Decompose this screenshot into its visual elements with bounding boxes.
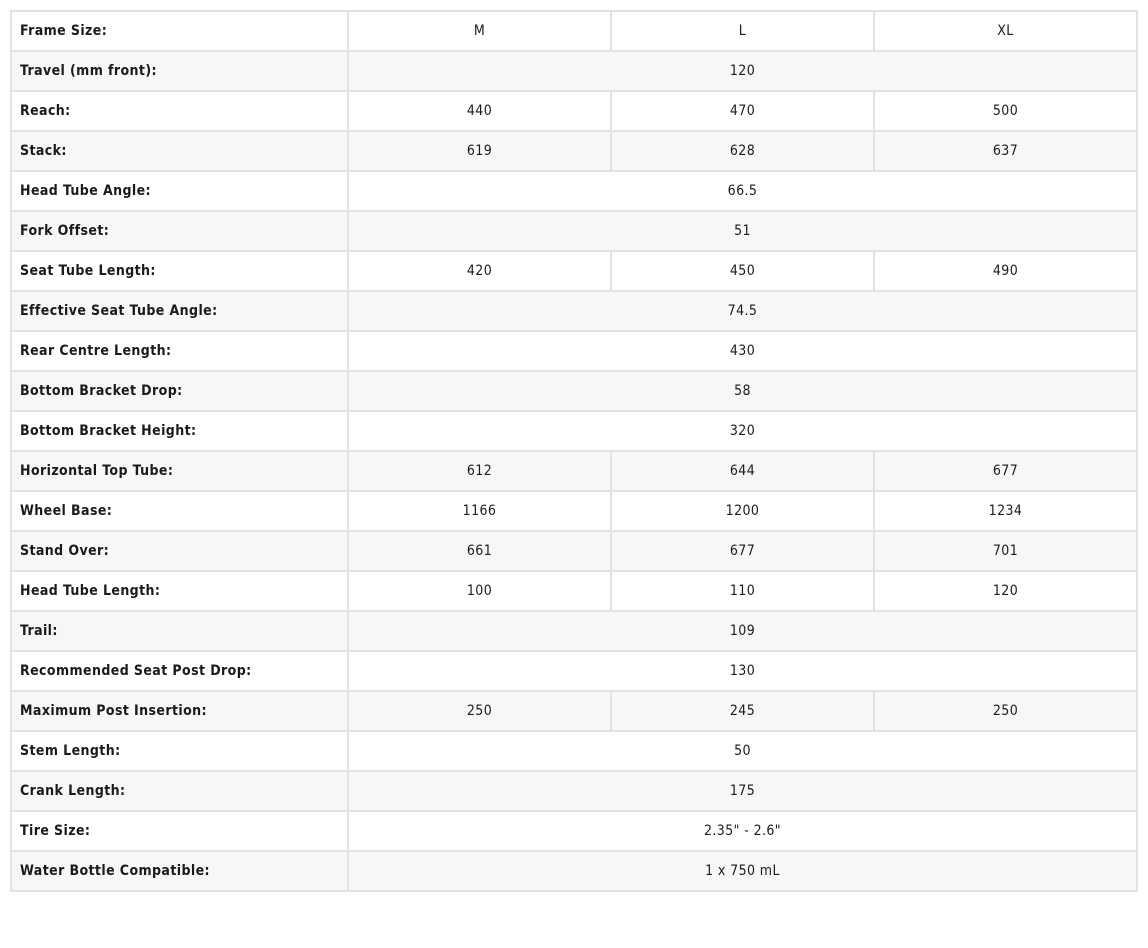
row-label: Bottom Bracket Drop: <box>11 371 348 411</box>
row-label: Water Bottle Compatible: <box>11 851 348 891</box>
row-label: Recommended Seat Post Drop: <box>11 651 348 691</box>
row-label: Effective Seat Tube Angle: <box>11 291 348 331</box>
row-value: 701 <box>874 531 1137 571</box>
row-value: 470 <box>611 91 874 131</box>
table-row <box>11 771 1137 811</box>
table-row <box>11 731 1137 771</box>
table-row <box>11 171 1137 211</box>
row-label: Head Tube Length: <box>11 571 348 611</box>
table-row <box>11 411 1137 451</box>
table-row <box>11 691 1137 731</box>
table-row <box>11 91 1137 131</box>
table-row <box>11 211 1137 251</box>
row-value-all-sizes: 50 <box>348 731 1137 771</box>
row-label: Wheel Base: <box>11 491 348 531</box>
row-label: Stack: <box>11 131 348 171</box>
row-value-all-sizes: 74.5 <box>348 291 1137 331</box>
geometry-table-body <box>11 11 1137 891</box>
row-value-all-sizes: 109 <box>348 611 1137 651</box>
row-label: Frame Size: <box>11 11 348 51</box>
table-row <box>11 531 1137 571</box>
row-value: 250 <box>874 691 1137 731</box>
row-value-all-sizes: 58 <box>348 371 1137 411</box>
row-label: Reach: <box>11 91 348 131</box>
row-label: Tire Size: <box>11 811 348 851</box>
table-row <box>11 851 1137 891</box>
row-label: Travel (mm front): <box>11 51 348 91</box>
row-value: M <box>348 11 611 51</box>
row-value: 644 <box>611 451 874 491</box>
row-value: L <box>611 11 874 51</box>
table-row <box>11 451 1137 491</box>
row-value-all-sizes: 130 <box>348 651 1137 691</box>
row-value: 677 <box>611 531 874 571</box>
row-label: Head Tube Angle: <box>11 171 348 211</box>
table-row <box>11 571 1137 611</box>
row-value: XL <box>874 11 1137 51</box>
row-value: 245 <box>611 691 874 731</box>
row-value-all-sizes: 320 <box>348 411 1137 451</box>
row-value: 619 <box>348 131 611 171</box>
row-value: 440 <box>348 91 611 131</box>
row-value-all-sizes: 120 <box>348 51 1137 91</box>
table-row <box>11 11 1137 51</box>
row-value-all-sizes: 1 x 750 mL <box>348 851 1137 891</box>
row-value: 490 <box>874 251 1137 291</box>
row-value: 100 <box>348 571 611 611</box>
row-label: Bottom Bracket Height: <box>11 411 348 451</box>
row-label: Trail: <box>11 611 348 651</box>
table-row <box>11 331 1137 371</box>
table-row <box>11 811 1137 851</box>
table-row <box>11 611 1137 651</box>
row-label: Fork Offset: <box>11 211 348 251</box>
table-row <box>11 291 1137 331</box>
row-value: 450 <box>611 251 874 291</box>
row-value-all-sizes: 2.35" - 2.6" <box>348 811 1137 851</box>
row-value: 677 <box>874 451 1137 491</box>
row-label: Rear Centre Length: <box>11 331 348 371</box>
table-row <box>11 491 1137 531</box>
row-value: 1200 <box>611 491 874 531</box>
table-row <box>11 131 1137 171</box>
row-label: Stem Length: <box>11 731 348 771</box>
geometry-table <box>10 10 1138 892</box>
row-value: 420 <box>348 251 611 291</box>
table-row <box>11 651 1137 691</box>
row-label: Seat Tube Length: <box>11 251 348 291</box>
row-label: Stand Over: <box>11 531 348 571</box>
row-value: 661 <box>348 531 611 571</box>
row-value-all-sizes: 51 <box>348 211 1137 251</box>
row-label: Maximum Post Insertion: <box>11 691 348 731</box>
row-value: 612 <box>348 451 611 491</box>
row-value: 1166 <box>348 491 611 531</box>
row-value: 1234 <box>874 491 1137 531</box>
table-row <box>11 251 1137 291</box>
row-value-all-sizes: 430 <box>348 331 1137 371</box>
row-value: 110 <box>611 571 874 611</box>
table-row <box>11 51 1137 91</box>
row-value: 120 <box>874 571 1137 611</box>
row-value: 250 <box>348 691 611 731</box>
row-label: Horizontal Top Tube: <box>11 451 348 491</box>
row-label: Crank Length: <box>11 771 348 811</box>
row-value-all-sizes: 175 <box>348 771 1137 811</box>
row-value: 628 <box>611 131 874 171</box>
table-row <box>11 371 1137 411</box>
row-value: 500 <box>874 91 1137 131</box>
row-value: 637 <box>874 131 1137 171</box>
row-value-all-sizes: 66.5 <box>348 171 1137 211</box>
